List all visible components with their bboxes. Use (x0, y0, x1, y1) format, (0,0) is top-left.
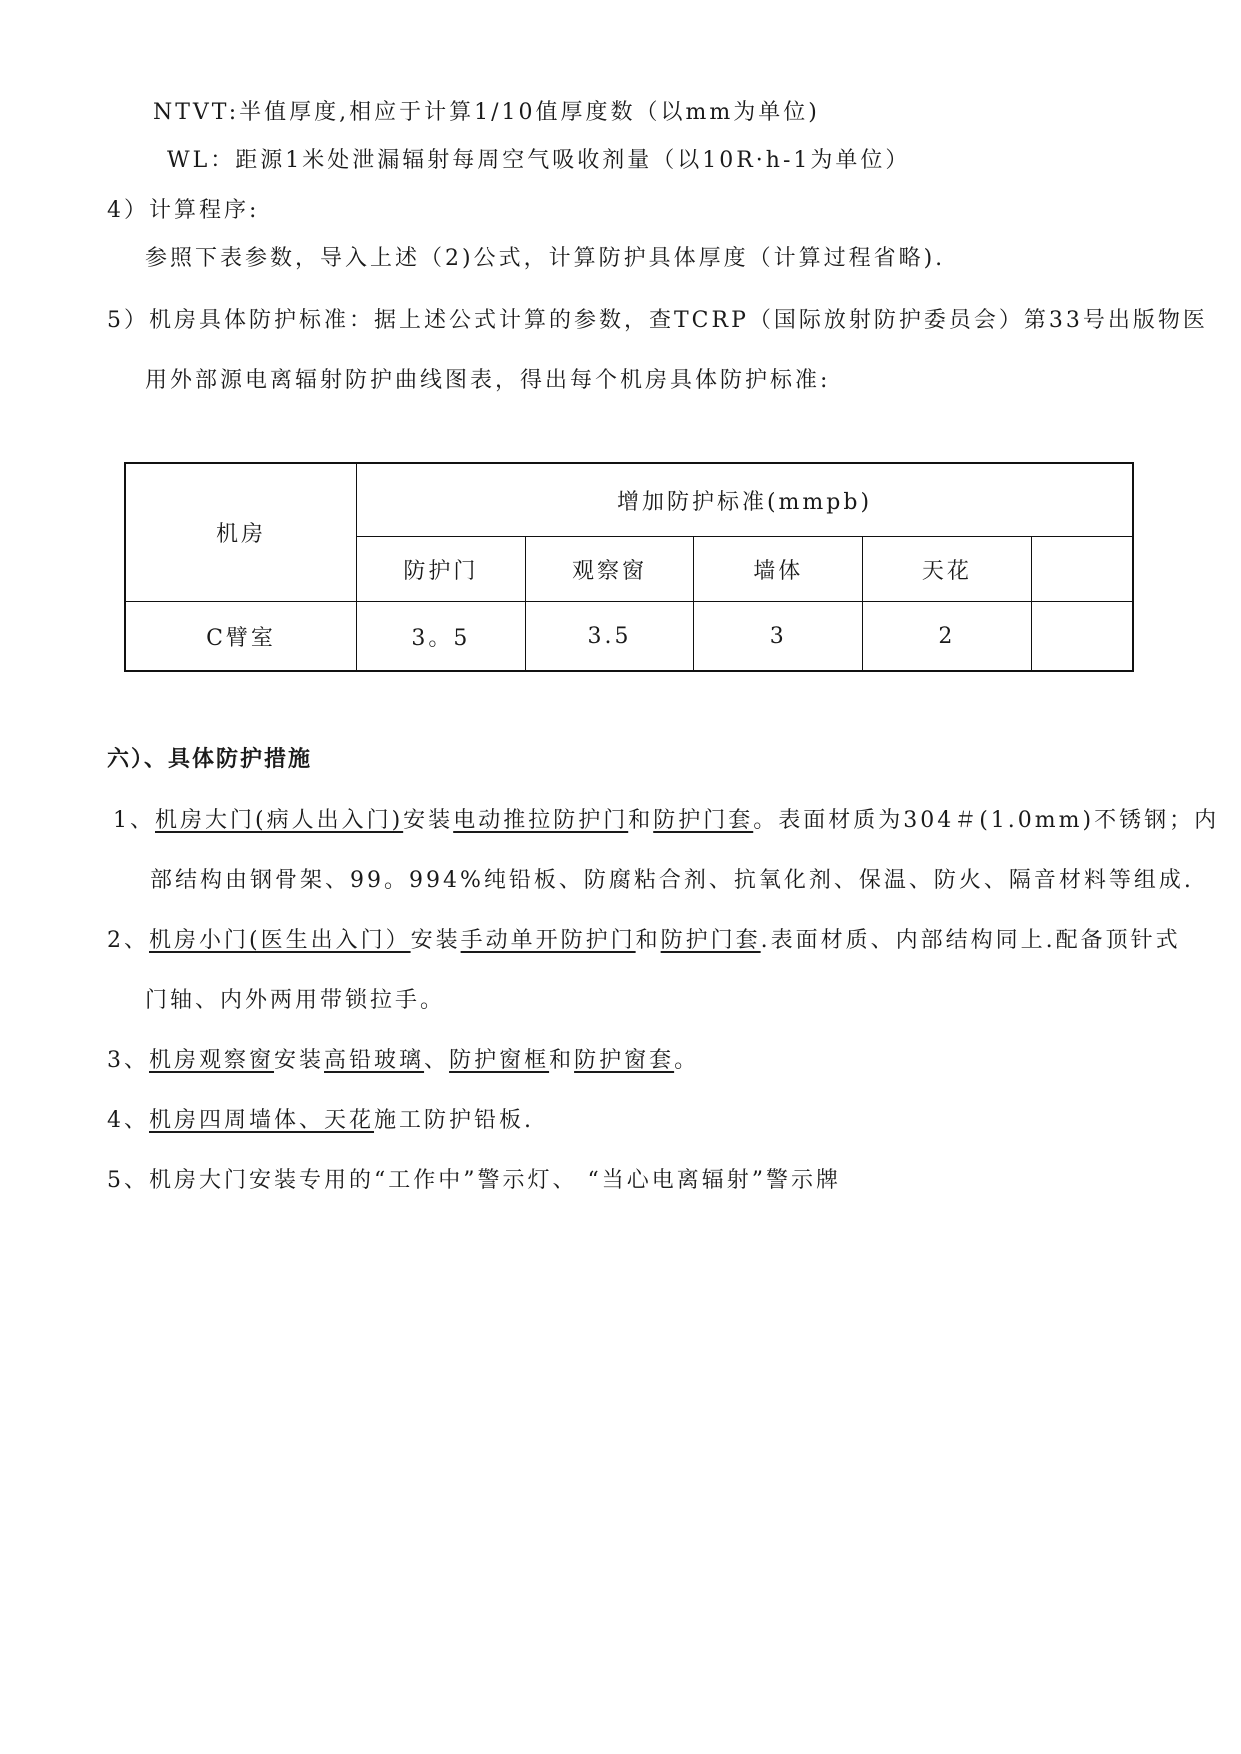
text-segment: 和 (635, 928, 661, 953)
window-casing-label: 防护窗套 (574, 1048, 675, 1073)
text-segment: 施工防护铅板. (374, 1108, 535, 1133)
text-segment: 。 (674, 1048, 700, 1073)
item-number: 2、 (107, 928, 149, 953)
text-segment: 。表面材质为304＃(1.0mm)不锈钢；内 (753, 808, 1220, 833)
definition-ntvt: NTVT:半值厚度,相应于计算1/10值厚度数（以mm为单位) (153, 100, 820, 125)
column-header-door: 防护门 (357, 537, 526, 602)
measure-item-1-line-1 (113, 806, 1219, 836)
measure-item-1-line-2: 部结构由钢骨架、99。994%纯铅板、防腐粘合剂、抗氧化剂、保温、防火、隔音材料等组成. (150, 868, 1194, 893)
measure-item-2-line-1 (107, 926, 1181, 956)
ceiling-value-cell: 2 (863, 602, 1032, 672)
text-segment: 和 (628, 808, 654, 833)
group-header: 增加防护标准(mmpb) (357, 463, 1134, 537)
wall-value-cell: 3 (694, 602, 863, 672)
item-number: 4、 (107, 1108, 149, 1133)
measure-item-5: 5、机房大门安装专用的“工作中”警示灯、 “当心电离辐射”警示牌 (107, 1168, 841, 1193)
window-value-cell: 3.5 (525, 602, 694, 672)
door-frame-label: 防护门套 (653, 808, 754, 833)
empty-value-cell (1031, 602, 1133, 672)
text-segment: 安装 (274, 1048, 325, 1073)
door-frame-label: 防护门套 (660, 928, 761, 953)
measure-item-2-line-2: 门轴、内外两用带锁拉手。 (145, 988, 446, 1013)
text-segment: .表面材质、内部结构同上.配备顶针式 (760, 928, 1181, 953)
measure-item-4 (107, 1106, 534, 1136)
observation-window-label: 机房观察窗 (149, 1048, 275, 1073)
column-header-empty (1031, 537, 1133, 602)
room-header: 机房 (125, 463, 357, 602)
door-value-cell: 3。5 (357, 602, 526, 672)
manual-door-label: 手动单开防护门 (460, 928, 636, 953)
column-header-window: 观察窗 (525, 537, 694, 602)
step-5-line-2: 用外部源电离辐射防护曲线图表，得出每个机房具体防护标准: (145, 368, 831, 393)
electric-sliding-door-label: 电动推拉防护门 (453, 808, 629, 833)
text-segment: 和 (549, 1048, 575, 1073)
item-number: 1、 (113, 808, 155, 833)
step-5-line-1: 5）机房具体防护标准：据上述公式计算的参数，查TCRP（国际放射防护委员会）第33号出版物医 (107, 308, 1208, 333)
window-frame-label: 防护窗框 (449, 1048, 550, 1073)
section-6-heading: 六）、具体防护措施 (107, 746, 313, 772)
item-number: 3、 (107, 1048, 149, 1073)
definition-wl: WL：距源1米处泄漏辐射每周空气吸收剂量（以10R·h-1为单位） (167, 148, 911, 173)
small-door-label: 机房小门(医生出入门） (149, 928, 411, 953)
step-4-body: 参照下表参数，导入上述（2)公式，计算防护具体厚度（计算过程省略). (145, 246, 946, 271)
room-name-cell: C臂室 (125, 602, 357, 672)
walls-ceiling-label: 机房四周墙体、天花 (149, 1108, 375, 1133)
text-segment: 安装 (410, 928, 461, 953)
table-row (125, 602, 1133, 672)
main-door-label: 机房大门(病人出入门) (155, 808, 404, 833)
step-4-title: 4）计算程序: (107, 198, 260, 223)
measure-item-3 (107, 1046, 699, 1076)
text-segment: 安装 (403, 808, 454, 833)
column-header-ceiling: 天花 (863, 537, 1032, 602)
protection-standard-table (124, 462, 1134, 672)
text-segment: 、 (424, 1048, 450, 1073)
lead-glass-label: 高铅玻璃 (324, 1048, 425, 1073)
column-header-wall: 墙体 (694, 537, 863, 602)
